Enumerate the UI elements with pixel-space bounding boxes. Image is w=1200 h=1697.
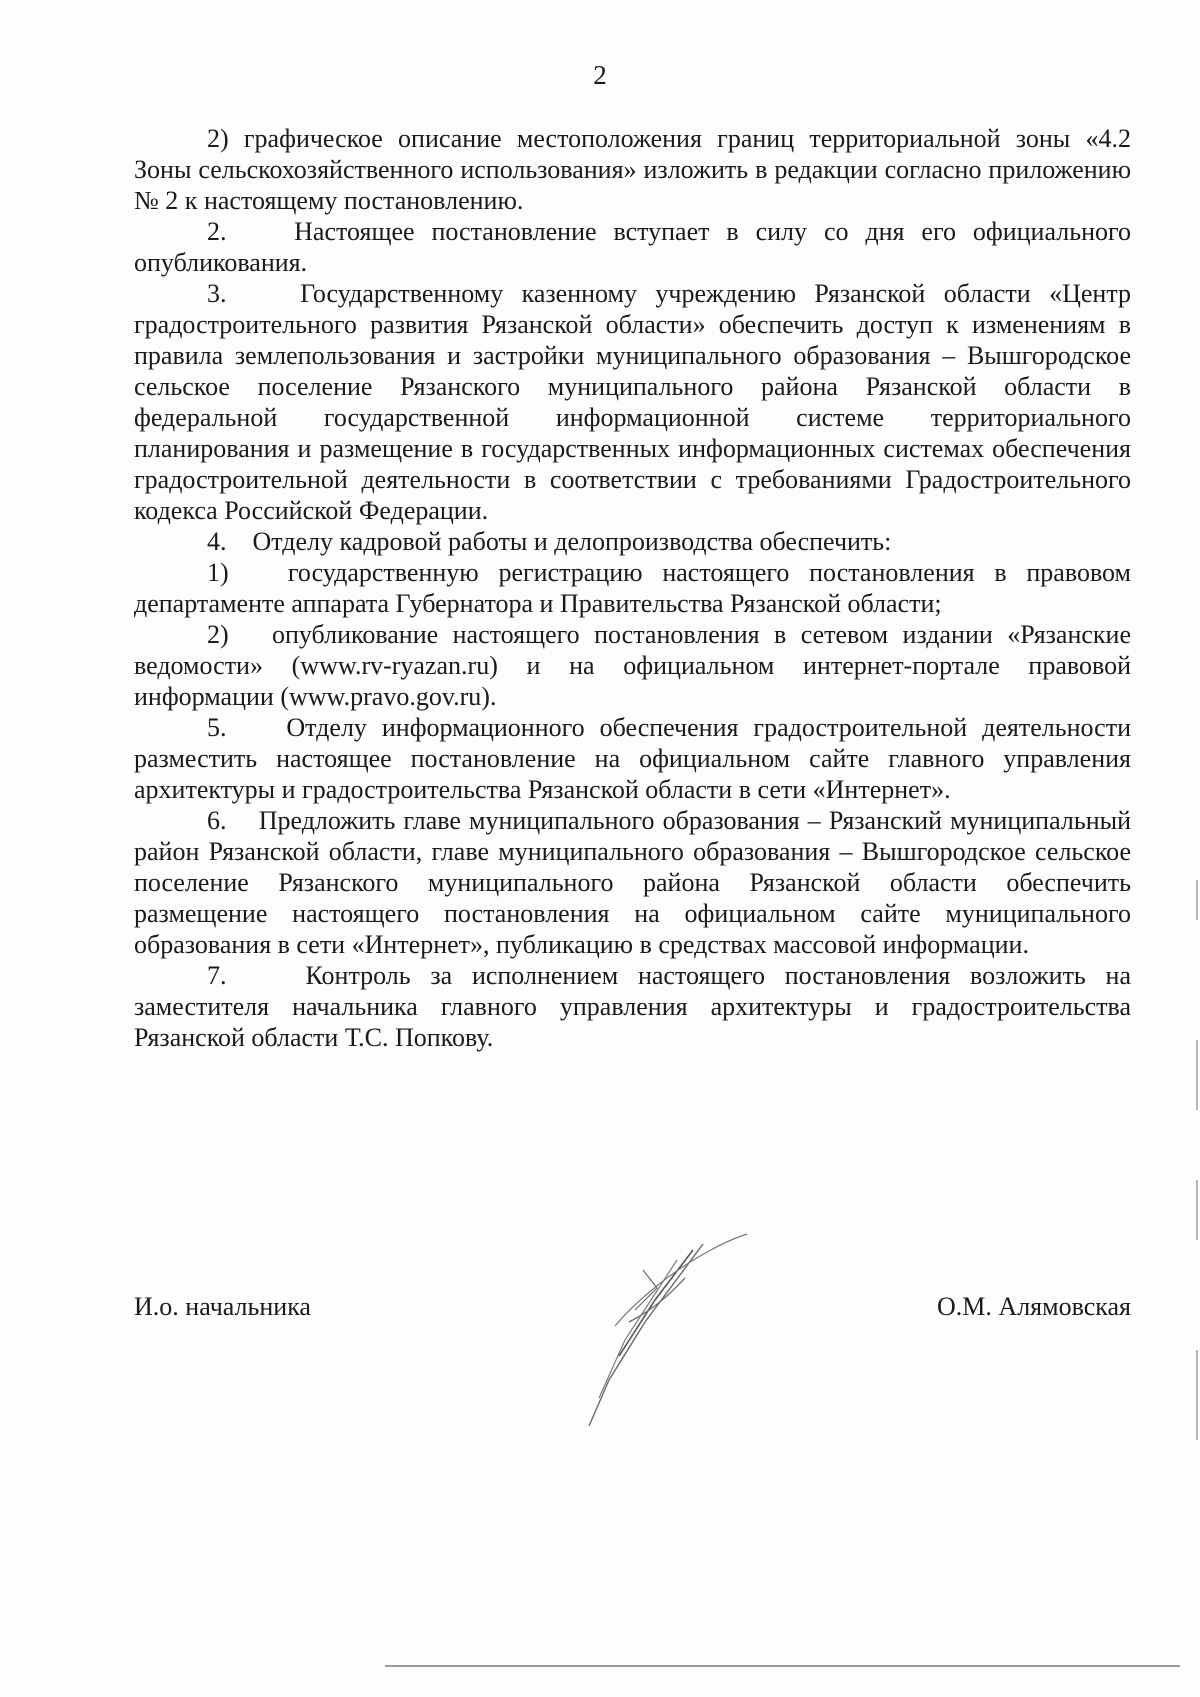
paragraph-4-1: 1) государственную регистрацию настоящего постановления в правовом департаменте аппарата Губернатора и Правительства Рязанской области; bbox=[134, 558, 1131, 618]
paragraph-3: 3. Государственному казенному учреждению Рязанской области «Центр градостроительного развития Рязанской области» обеспечить доступ к изменениям в правила землепользования и застройки муниципального образования – Вышгородское сельское поселение Рязанского муниципального района Рязанской области в федеральной государственной информационной системе территориального планирования и размещение в государственных информационных системах обеспечения градостроительной деятельности в соответствии с требованиями Градостроительного кодекса Российской Федерации. bbox=[134, 279, 1131, 525]
paragraph-6: 6. Предложить главе муниципального образования – Рязанский муниципальный район Рязанской области, главе муниципального образования – Вышгородское сельское поселение Рязанского муниципального района Рязанской области обеспечить размещение настоящего постановления на официальном сайте муниципального образования в сети «Интернет», публикацию в средствах массовой информации. bbox=[134, 806, 1131, 959]
page-number: 2 bbox=[593, 60, 607, 90]
handwritten-signature bbox=[585, 1230, 765, 1430]
paragraph-2: 2. Настоящее постановление вступает в силу со дня его официального опубликования. bbox=[134, 217, 1131, 277]
signatory-name: О.М. Алямовская bbox=[937, 1292, 1131, 1321]
paragraph-7: 7. Контроль за исполнением настоящего постановления возложить на заместителя начальника главного управления архитектуры и градостроительства Рязанской области Т.С. Попкову. bbox=[134, 961, 1131, 1052]
paragraph-1-2: 2) графическое описание местоположения границ территориальной зоны «4.2 Зоны сельскохозяйственного использования» изложить в редакции согласно приложению № 2 к настоящему постановлению. bbox=[134, 124, 1131, 215]
paragraph-4: 4. Отделу кадровой работы и делопроизводства обеспечить: bbox=[207, 527, 892, 556]
signatory-position: И.о. начальника bbox=[134, 1292, 311, 1321]
scan-edge-marks bbox=[1190, 880, 1200, 1600]
paragraph-4-2: 2) опубликование настоящего постановления в сетевом издании «Рязанские ведомости» (www.rv-ryazan.ru) и на официальном интернет-портале правовой информации (www.pravo.gov.ru). bbox=[134, 620, 1131, 711]
scan-bottom-edge bbox=[385, 1665, 1180, 1667]
document-body bbox=[134, 123, 1131, 1053]
paragraph-5: 5. Отделу информационного обеспечения градостроительной деятельности разместить настоящее постановление на официальном сайте главного управления архитектуры и градостроительства Рязанской области в сети «Интернет». bbox=[134, 713, 1131, 804]
